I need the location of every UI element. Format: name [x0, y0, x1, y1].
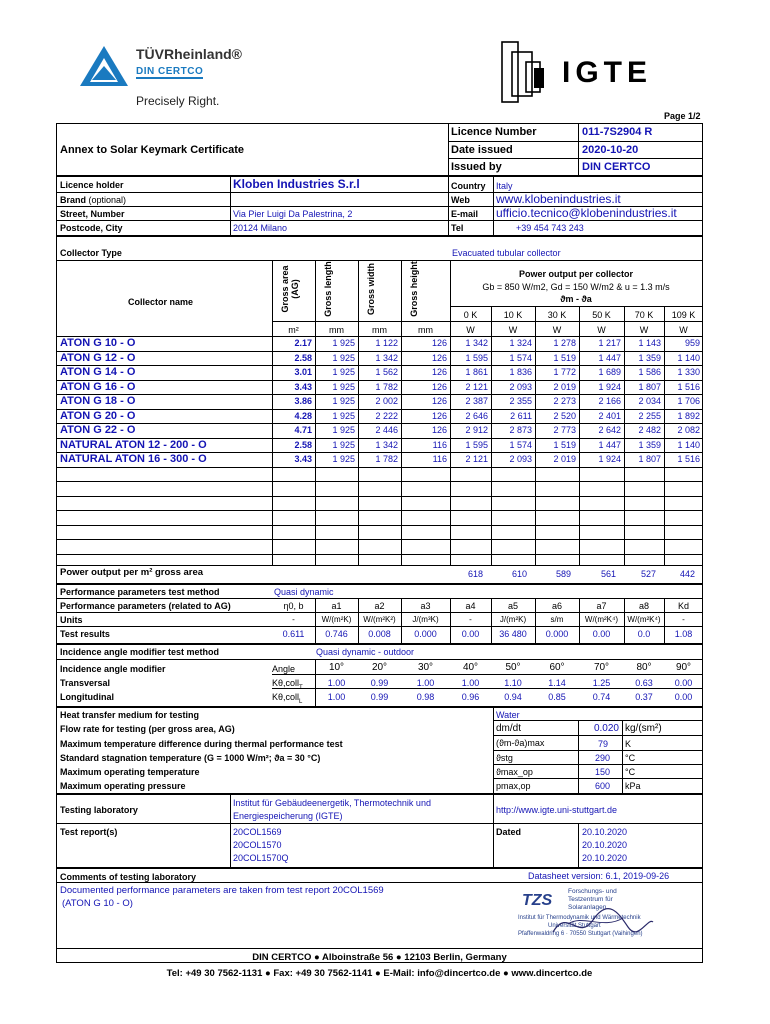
power-value: 2 121 [465, 381, 488, 392]
flow-label: Flow rate for testing (per gross area, AG) [60, 724, 235, 734]
flow-value: 0.020 [593, 723, 619, 734]
iam-method-label: Incidence angle modifier test method [60, 647, 220, 657]
collector-name-header: Collector name [128, 297, 194, 307]
stamp-line-2: Testzentrum für [568, 896, 613, 903]
perf-unit: - [682, 615, 685, 624]
page-number: Page 1/2 [664, 111, 701, 121]
power-value: 1 807 [638, 381, 661, 392]
per-m2-value: 527 [640, 569, 656, 579]
collector-height: 126 [431, 338, 447, 348]
collector-height: 126 [431, 381, 447, 392]
power-value: 1 772 [553, 367, 576, 377]
maxdiff-label: Maximum temperature difference during thermal performance test [60, 739, 343, 749]
collector-width: 1 342 [375, 352, 398, 363]
perf-unit: W/(m²K²) [363, 615, 396, 624]
comment-line2: (ATON G 10 - O) [62, 898, 133, 909]
perf-param: Kd [677, 601, 689, 611]
power-value: 2 773 [553, 425, 576, 435]
stamp-line-3: Solaranlagen [568, 904, 607, 911]
collector-area: 3.43 [294, 381, 312, 392]
maxdiff-symbol: (ϑm-ϑa)max [496, 738, 545, 748]
collector-area: 3.01 [294, 367, 312, 377]
per-m2-value: 610 [511, 569, 527, 579]
maxdiff-value: 79 [597, 739, 608, 749]
iam-angle: 70° [593, 662, 610, 673]
email-link[interactable]: ufficio.tecnico@klobenindustries.it [496, 206, 677, 220]
iam-angle: 30° [417, 662, 434, 673]
collector-area: 2.58 [294, 352, 312, 363]
perf-result: 0.611 [282, 629, 305, 639]
collector-name: NATURAL ATON 16 - 300 - O [60, 453, 207, 465]
unit-header-3: mm [418, 325, 433, 335]
maxpress-symbol: pmax,op [496, 781, 531, 791]
temp-header-5: 109 K [671, 310, 696, 320]
date-1: 20.10.2020 [582, 827, 628, 837]
power-value: 1 140 [677, 352, 700, 363]
dim-header-3: Gross height [409, 261, 419, 317]
footer-contact: Tel: +49 30 7562-1131 ● Fax: +49 30 7562-1141 ● E-Mail: info@dincertco.de ● www.dincertco.de [166, 968, 593, 979]
power-value: 1 595 [465, 439, 488, 450]
collector-width: 1 342 [375, 439, 398, 450]
power-value: 2 482 [638, 425, 661, 435]
collector-name: ATON G 14 - O [60, 366, 136, 378]
maxtemp-unit: °C [625, 767, 636, 777]
power-value: 1 447 [598, 439, 621, 450]
power-value: 1 574 [509, 352, 532, 363]
web-link[interactable]: www.klobenindustries.it [496, 192, 621, 206]
stag-label: Standard stagnation temperature (G = 1000 W/m²; ϑa = 30 °C) [60, 753, 321, 763]
iam-transversal-label: Transversal [60, 678, 111, 688]
collector-length: 1 925 [332, 425, 355, 435]
power-value: 1 595 [465, 352, 488, 363]
iam-kt-label: Kθ,coll$_T$ [272, 678, 303, 691]
iam-transversal: 1.14 [548, 678, 566, 688]
street: Via Pier Luigi Da Palestrina, 2 [233, 209, 353, 219]
power-value: 1 924 [598, 454, 621, 464]
power-value: 1 217 [598, 338, 621, 348]
iam-transversal: 1.00 [461, 678, 480, 688]
iam-label: Incidence angle modifier [60, 664, 166, 674]
iam-transversal: 0.00 [674, 678, 693, 688]
report-2: 20COL1570 [233, 840, 282, 850]
iam-transversal: 0.99 [370, 678, 389, 688]
iam-transversal: 1.10 [504, 678, 522, 688]
power-value: 1 330 [677, 367, 700, 377]
comments-label: Comments of testing laboratory [60, 872, 197, 882]
power-value: 2 520 [553, 410, 576, 421]
collector-type: Evacuated tubular collector [452, 248, 561, 258]
iam-angle: 10° [328, 662, 345, 673]
collector-area: 3.43 [294, 454, 312, 464]
iam-longitudinal: 0.85 [548, 692, 566, 702]
collector-width: 1 122 [375, 338, 398, 348]
maxtemp-value: 150 [594, 767, 610, 777]
power-value: 2 166 [598, 396, 621, 406]
power-value: 1 689 [598, 367, 621, 377]
temp-header-2: 30 K [547, 310, 567, 320]
collector-name: NATURAL ATON 12 - 200 - O [60, 438, 207, 451]
collector-area: 2.17 [294, 338, 312, 348]
collector-width: 2 446 [375, 425, 398, 435]
perf-param: a6 [551, 601, 562, 611]
iam-longitudinal: 0.94 [504, 692, 522, 702]
collector-length: 1 925 [332, 396, 355, 406]
per-m2-value: 618 [467, 569, 483, 579]
unit-header-7: W [597, 325, 606, 335]
collector-area: 4.71 [294, 425, 312, 435]
collector-name: ATON G 18 - O [60, 395, 136, 407]
collector-length: 1 925 [332, 410, 355, 421]
power-value: 959 [684, 338, 700, 348]
power-value: 2 082 [677, 425, 700, 435]
power-value: 1 706 [677, 396, 700, 406]
iam-angle: 90° [675, 662, 692, 673]
perf-unit: - [469, 615, 472, 624]
power-value: 2 255 [638, 410, 661, 421]
power-value: 2 121 [465, 454, 488, 464]
power-value: 2 912 [465, 425, 488, 435]
temp-header-4: 70 K [634, 310, 654, 320]
report-1: 20COL1569 [233, 827, 282, 837]
street-label: Street, Number [60, 209, 125, 219]
web-label: Web [451, 195, 470, 205]
lab-name-line1: Institut für Gebäudeenergetik, Thermotechnik und [233, 798, 431, 808]
collector-height: 116 [432, 439, 447, 450]
medium: Water [496, 710, 520, 720]
power-delta: ϑm - ϑa [560, 294, 592, 304]
power-conditions: Gb = 850 W/m2, Gd = 150 W/m2 & u = 1.3 m/s [482, 282, 670, 292]
stag-symbol: ϑstg [496, 753, 513, 763]
perf-result: 1.08 [674, 629, 693, 639]
power-value: 1 807 [638, 454, 661, 464]
perf-units-label: Units [60, 615, 83, 625]
stag-unit: °C [625, 753, 636, 763]
lab-label: Testing laboratory [60, 805, 138, 815]
power-value: 1 140 [677, 439, 700, 450]
perf-param: a3 [420, 601, 431, 611]
date-2: 20.10.2020 [582, 840, 628, 850]
perf-unit: W/(m²K⁴) [627, 615, 661, 624]
per-m2-value: 442 [679, 569, 695, 579]
date-issued-label: Date issued [451, 144, 513, 156]
power-value: 1 861 [465, 367, 488, 377]
collector-length: 1 925 [332, 338, 355, 348]
per-m2-value: 589 [555, 569, 571, 579]
perf-param: a7 [596, 601, 607, 611]
dim-header-2: Gross width [366, 263, 376, 316]
iam-angle-label: Angle [272, 664, 296, 674]
unit-header-1: mm [329, 325, 344, 335]
perf-method: Quasi dynamic [274, 587, 334, 597]
power-value: 2 355 [509, 396, 532, 406]
iam-longitudinal: 0.99 [370, 692, 389, 702]
igte-wordmark: IGTE [562, 56, 653, 89]
maxtemp-label: Maximum operating temperature [60, 767, 200, 777]
unit-header-8: W [639, 325, 649, 335]
power-value: 1 892 [677, 410, 700, 421]
medium-label: Heat transfer medium for testing [60, 710, 200, 720]
perf-param: a5 [507, 601, 518, 611]
iam-transversal: 1.00 [327, 678, 346, 688]
iam-longitudinal: 0.00 [674, 692, 693, 702]
date-3: 20.10.2020 [582, 853, 628, 863]
collector-width: 2 222 [375, 410, 398, 421]
temp-header-3: 50 K [592, 310, 611, 320]
perf-result: 0.00 [592, 629, 611, 639]
maxtemp-symbol: ϑmax_op [496, 767, 533, 777]
power-value: 2 873 [509, 425, 532, 435]
power-value: 2 019 [553, 454, 576, 464]
licence-number: 011-7S2904 R [582, 126, 653, 138]
perf-result: 0.000 [414, 629, 437, 639]
iam-kl-label: Kθ,coll$_L$ [272, 692, 303, 705]
tuv-triangle-icon [78, 44, 130, 88]
power-value: 1 447 [598, 352, 621, 363]
collector-height: 126 [431, 410, 447, 421]
unit-header-5: W [508, 325, 518, 335]
postcode-label: Postcode, City [60, 223, 123, 233]
report-3: 20COL1570Q [233, 853, 289, 863]
collector-area: 3.86 [294, 396, 312, 406]
collector-area: 2.58 [294, 439, 312, 450]
per-m2-label: Power output per m² gross area [60, 567, 204, 578]
collector-height: 126 [431, 367, 447, 377]
perf-param: a1 [331, 601, 342, 611]
power-value: 2 642 [598, 425, 621, 435]
iam-angle: 60° [549, 662, 565, 673]
perf-param: η0, b [283, 601, 304, 611]
maxdiff-unit: K [625, 739, 632, 749]
power-value: 2 019 [553, 381, 576, 392]
power-value: 1 586 [638, 367, 661, 377]
power-value: 1 836 [509, 367, 532, 377]
iam-longitudinal: 1.00 [327, 692, 346, 702]
iam-angle: 40° [462, 662, 479, 673]
perf-param: a4 [465, 601, 476, 611]
lab-name-line2: Energiespeicherung (IGTE) [233, 811, 343, 821]
collector-name: ATON G 20 - O [60, 409, 136, 422]
iam-transversal: 0.63 [635, 678, 653, 688]
perf-results-label: Test results [60, 629, 110, 639]
maxpress-value: 600 [594, 781, 610, 791]
power-value: 2 273 [553, 396, 576, 406]
power-value: 1 342 [465, 338, 488, 348]
stamp-line-6: Pfaffenwaldring 6 · 70550 Stuttgart (Vaihingen) [518, 931, 643, 937]
collector-length: 1 925 [332, 381, 355, 392]
perf-params-label: Performance parameters (related to AG) [60, 601, 231, 611]
iam-transversal: 1.25 [592, 678, 611, 688]
collector-length: 1 925 [332, 352, 355, 363]
footer-address: DIN CERTCO ● Alboinstraße 56 ● 12103 Berlin, Germany [252, 952, 507, 963]
power-value: 1 519 [553, 352, 576, 363]
collector-height: 116 [432, 454, 447, 464]
perf-method-label: Performance parameters test method [60, 587, 220, 597]
maxpress-label: Maximum operating pressure [60, 781, 186, 791]
perf-unit: W/(m²K⁴) [584, 615, 619, 624]
temp-header-1: 10 K [503, 310, 523, 320]
stamp-line-4: Institut für Thermodynamik und Wärmetechnik [518, 915, 641, 921]
dim-header-0: Gross area (AG) [280, 265, 300, 313]
power-value: 2 387 [465, 396, 488, 406]
dim-header-1: Gross length [323, 261, 333, 317]
iam-longitudinal: 0.37 [635, 692, 653, 702]
brand-label: Brand (optional) [60, 195, 127, 205]
postcode: 20124 Milano [233, 223, 288, 233]
iam-method: Quasi dynamic - outdoor [316, 647, 415, 657]
collector-name: ATON G 22 - O [60, 424, 136, 436]
issued-by-label: Issued by [451, 161, 502, 173]
perf-param: a2 [374, 601, 385, 611]
collector-width: 2 002 [375, 396, 398, 406]
perf-result: 0.0 [637, 629, 651, 639]
licence-number-label: Licence Number [451, 126, 537, 138]
comment-line1: Documented performance parameters are taken from test report 20COL1569 [60, 885, 384, 896]
iam-longitudinal-label: Longitudinal [60, 692, 114, 702]
perf-unit: s/m [550, 615, 564, 624]
collector-name: ATON G 16 - O [60, 380, 136, 393]
maxpress-unit: kPa [625, 781, 641, 791]
collector-type-label: Collector Type [60, 248, 122, 258]
collector-length: 1 925 [332, 454, 355, 464]
collector-width: 1 562 [375, 367, 398, 377]
iam-longitudinal: 0.74 [592, 692, 611, 702]
power-value: 1 516 [677, 454, 700, 464]
perf-result: 0.000 [545, 629, 569, 639]
unit-header-4: W [466, 325, 475, 335]
power-output-title: Power output per collector [518, 269, 633, 279]
lab-stamp [508, 888, 688, 948]
power-value: 1 574 [509, 439, 532, 450]
perf-result: 0.008 [368, 629, 391, 639]
power-value: 2 646 [465, 410, 488, 421]
licence-holder: Kloben Industries S.r.l [233, 177, 360, 191]
perf-unit: J/(m³K) [412, 615, 439, 624]
perf-unit: W/(m²K) [321, 615, 352, 624]
licence-holder-label: Licence holder [60, 180, 124, 190]
lab-url-link[interactable]: http://www.igte.uni-stuttgart.de [496, 805, 618, 815]
unit-header-6: W [552, 325, 562, 335]
iam-longitudinal: 0.98 [416, 692, 435, 702]
unit-header-0: m² [288, 325, 299, 335]
perf-result: 0.746 [325, 629, 348, 639]
perf-unit: J/(m²K) [499, 615, 527, 624]
power-value: 1 519 [553, 439, 576, 450]
datasheet-version: Datasheet version: 6.1, 2019-09-26 [528, 871, 670, 881]
power-value: 1 359 [638, 352, 661, 363]
country: Italy [496, 181, 513, 191]
collector-height: 126 [431, 396, 447, 406]
signature-icon [548, 902, 658, 942]
tuv-brand: TÜVRheinland® [136, 46, 242, 62]
stamp-line-1: Forschungs- und [568, 888, 617, 895]
power-value: 2 401 [598, 410, 621, 421]
iam-longitudinal: 0.96 [461, 692, 480, 702]
unit-header-2: mm [372, 325, 387, 335]
iam-transversal: 1.00 [416, 678, 435, 688]
collector-name: ATON G 10 - O [60, 337, 136, 349]
collector-area: 4.28 [294, 410, 312, 421]
date-issued: 2020-10-20 [582, 144, 639, 156]
power-value: 1 359 [638, 439, 661, 450]
iam-angle: 20° [371, 662, 388, 673]
iam-angle: 50° [505, 662, 521, 673]
perf-unit: - [292, 615, 295, 624]
power-value: 2 093 [509, 381, 532, 392]
collector-width: 1 782 [375, 381, 398, 392]
collector-height: 126 [431, 352, 447, 363]
power-value: 2 034 [638, 396, 661, 406]
collector-length: 1 925 [332, 439, 355, 450]
stag-value: 290 [594, 753, 610, 763]
perf-result: 0.00 [461, 629, 480, 639]
unit-header-9: W [679, 325, 688, 335]
email-label: E-mail [451, 209, 479, 219]
per-m2-value: 561 [600, 569, 616, 579]
tel-label: Tel [451, 223, 464, 233]
power-value: 1 924 [598, 381, 621, 392]
annex-title: Annex to Solar Keymark Certificate [60, 144, 245, 156]
iam-angle: 80° [636, 662, 652, 673]
power-value: 1 143 [638, 338, 661, 348]
perf-param: a8 [638, 601, 649, 611]
tagline: Precisely Right. [136, 94, 220, 108]
din-certco-brand: DIN CERTCO [136, 66, 204, 77]
tel: +39 454 743 243 [516, 223, 584, 233]
collector-length: 1 925 [332, 367, 355, 377]
power-value: 2 611 [510, 410, 532, 421]
igte-logo [498, 40, 658, 110]
country-label: Country [451, 181, 486, 191]
collector-name: ATON G 12 - O [60, 351, 136, 364]
issued-by: DIN CERTCO [582, 161, 651, 173]
power-value: 1 516 [677, 381, 700, 392]
stamp-line-5: Universität Stuttgart [548, 923, 601, 929]
dated-label: Dated [496, 827, 522, 837]
collector-height: 126 [431, 425, 447, 435]
power-value: 1 324 [509, 338, 532, 348]
flow-unit: kg/(sm²) [625, 723, 662, 734]
temp-header-0: 0 K [463, 310, 478, 320]
igte-building-icon [498, 40, 558, 104]
tuv-logo [78, 42, 242, 112]
report-label: Test report(s) [60, 827, 118, 837]
stamp-brand: TZS [522, 892, 553, 909]
power-value: 2 093 [509, 454, 532, 464]
power-value: 1 278 [553, 338, 576, 348]
collector-width: 1 782 [375, 454, 398, 464]
flow-symbol: dm/dt [496, 723, 522, 734]
perf-result: 36 480 [499, 629, 527, 639]
